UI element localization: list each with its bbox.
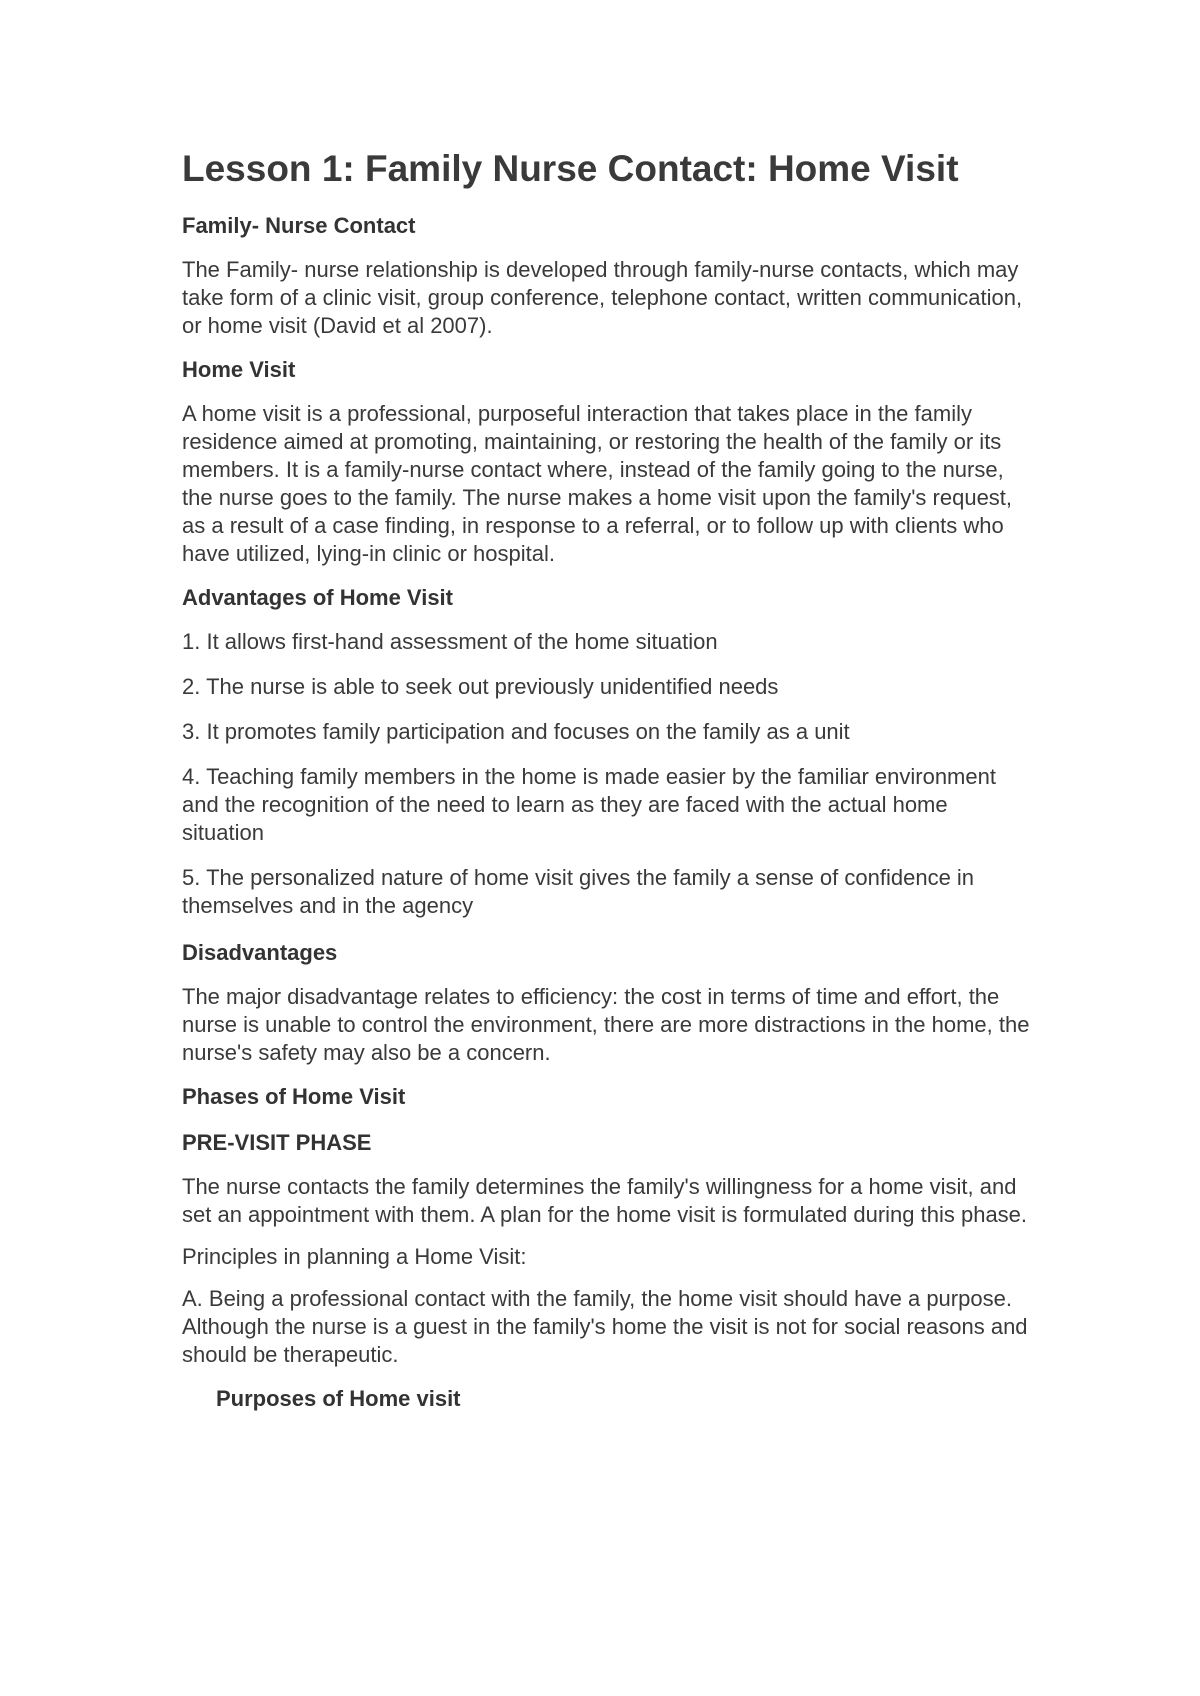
list-item-advantage-1: 1. It allows first-hand assessment of the home situation — [182, 629, 718, 654]
paragraph-family-nurse-contact: The Family- nurse relationship is developed through family-nurse contacts, which may take form of a clinic visit, group conference, telephone contact, written communication, or home visit (David et al 2007). — [182, 257, 1023, 338]
list-item-advantage-2: 2. The nurse is able to seek out previously unidentified needs — [182, 674, 779, 699]
section-heading-home-visit: Home Visit — [182, 357, 296, 382]
document-content — [182, 144, 1032, 1429]
list-item-advantage-5: 5. The personalized nature of home visit gives the family a sense of confidence in themselves and in the agency — [182, 865, 975, 918]
section-heading-advantages: Advantages of Home Visit — [182, 585, 453, 610]
page-title: Lesson 1: Family Nurse Contact: Home Visit — [182, 148, 959, 189]
section-heading-purposes: Purposes of Home visit — [216, 1386, 461, 1411]
section-heading-previsit-phase: PRE-VISIT PHASE — [182, 1130, 372, 1155]
paragraph-previsit-phase: The nurse contacts the family determines the family's willingness for a home visit, and set an appointment with them. A plan for the home visit is formulated during this phase. — [182, 1174, 1028, 1227]
section-heading-disadvantages: Disadvantages — [182, 940, 338, 965]
paragraph-principles-intro: Principles in planning a Home Visit: — [182, 1244, 527, 1269]
list-item-advantage-4: 4. Teaching family members in the home is made easier by the familiar environment and the recognition of the need to learn as they are faced with the actual home situation — [182, 764, 996, 845]
section-heading-phases: Phases of Home Visit — [182, 1084, 406, 1109]
list-item-advantage-3: 3. It promotes family participation and focuses on the family as a unit — [182, 719, 850, 744]
section-heading-family-nurse-contact: Family- Nurse Contact — [182, 213, 416, 238]
paragraph-home-visit: A home visit is a professional, purposeful interaction that takes place in the family residence aimed at promoting, maintaining, or restoring the health of the family or its members. It is a family-nurse contact where, instead of the family going to the nurse, the nurse goes to the family. The nurse makes a home visit upon the family's request, as a result of a case finding, in response to a referral, or to follow up with clients who have utilized, lying-in clinic or hospital. — [182, 401, 1013, 566]
paragraph-disadvantages: The major disadvantage relates to efficiency: the cost in terms of time and effort, the nurse is unable to control the environment, there are more distractions in the home, the nurse's safety may also be a concern. — [182, 984, 1030, 1065]
paragraph-principle-a: A. Being a professional contact with the family, the home visit should have a purpose. Although the nurse is a guest in the family's home the visit is not for social reasons and should be therapeutic. — [182, 1286, 1028, 1367]
